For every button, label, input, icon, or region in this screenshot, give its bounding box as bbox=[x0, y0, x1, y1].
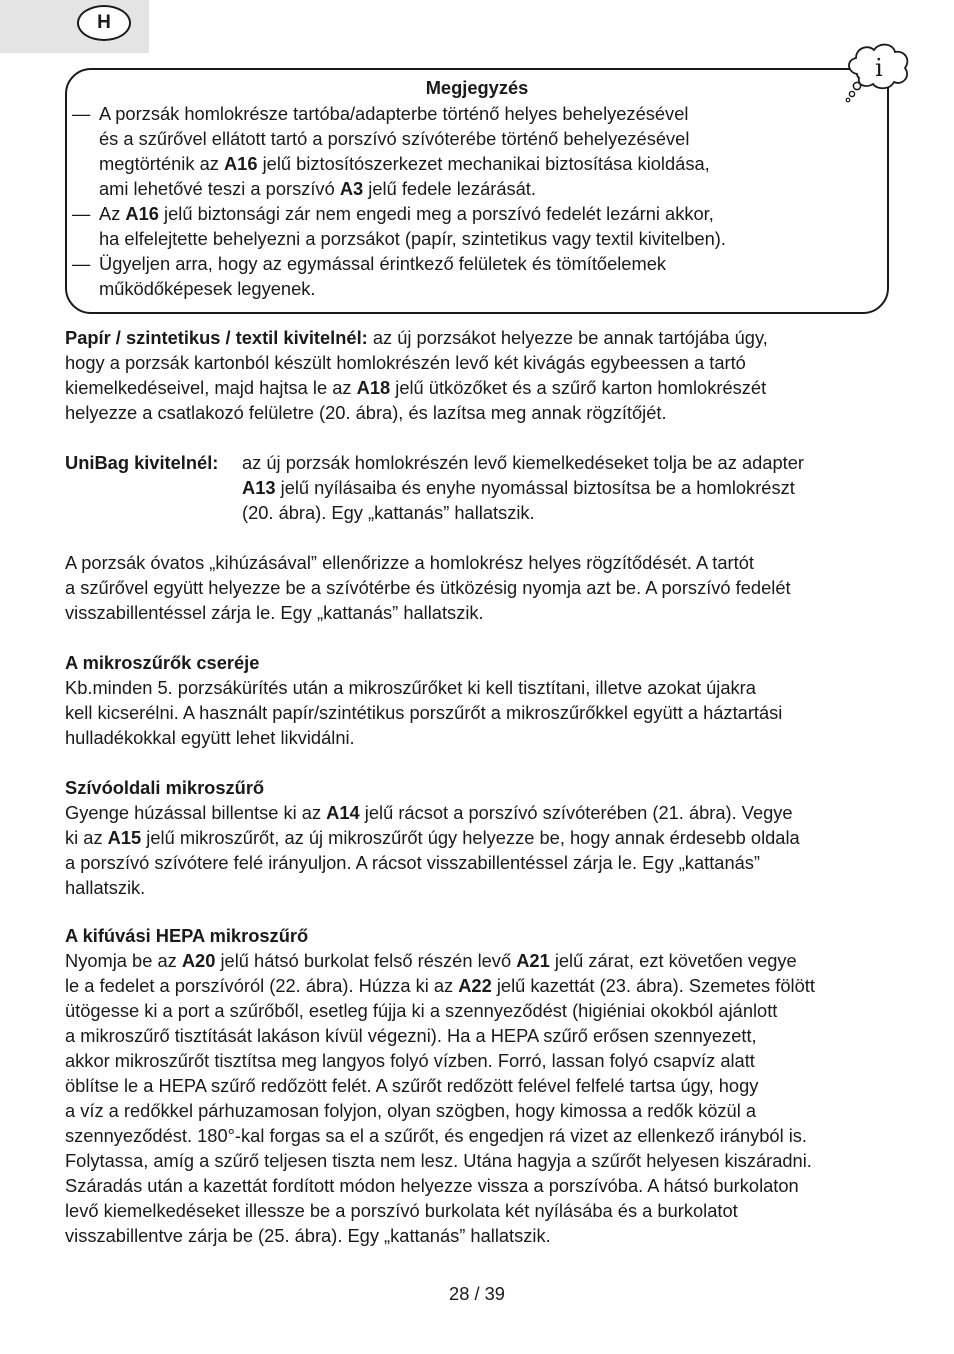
section-heading: Szívóoldali mikroszűrő bbox=[65, 777, 265, 798]
bold-reference: Papír / szintetikus / textil kivitelnél: bbox=[65, 327, 368, 348]
text-line: a szűrővel együtt helyezze be a szívótérbe és ütközésig nyomja azt be. A porszívó fedelét bbox=[65, 577, 791, 598]
text-line: hogy a porzsák kartonból készült homlokrészén levő két kivágás egybeessen a tartó bbox=[65, 352, 746, 373]
intake-filter-section bbox=[65, 775, 895, 900]
bold-reference: A13 bbox=[242, 477, 276, 498]
section-body bbox=[65, 675, 895, 750]
text-line: Gyenge húzással billentse ki az A14 jelű rácsot a porszívó szívóterében (21. ábra). Vegye bbox=[65, 802, 793, 823]
text-line: hulladékokkal együtt lehet likvidálni. bbox=[65, 727, 355, 748]
text-line: (20. ábra). Egy „kattanás” hallatszik. bbox=[242, 502, 535, 523]
text-line: a porszívó szívótere felé irányuljon. A rácsot visszabillentéssel zárja le. Egy „kattanás” bbox=[65, 852, 761, 873]
dash-bullet: — bbox=[72, 103, 91, 124]
note-list bbox=[72, 101, 872, 301]
text-line: visszabillentéssel zárja le. Egy „kattanás” hallatszik. bbox=[65, 602, 484, 623]
text-line: Papír / szintetikus / textil kivitelnél: az új porzsákot helyezze be annak tartójába úgy, bbox=[65, 327, 768, 348]
text-line: akkor mikroszűrőt tisztítsa meg langyos folyó vízben. Forró, lassan folyó csapvíz alatt bbox=[65, 1050, 755, 1071]
text-line: A porzsák óvatos „kihúzásával” ellenőrizze a homlokrész helyes rögzítődését. A tartót bbox=[65, 552, 754, 573]
text-line: A porzsák homlokrésze tartóba/adapterbe történő helyes behelyezésével bbox=[99, 103, 689, 124]
text-line: ha elfelejtette behelyezni a porzsákot (papír, szintetikus vagy textil kivitelben). bbox=[99, 228, 726, 249]
text-line: Kb.minden 5. porzsákürítés után a mikroszűrőket ki kell tisztítani, illetve azokat újakra bbox=[65, 677, 756, 698]
text-line: ütögesse ki a port a szűrőből, esetleg fújja ki a szennyeződést (higiéniai okokból ajánlott bbox=[65, 1000, 778, 1021]
unibag-instructions bbox=[65, 450, 895, 525]
bold-reference: A21 bbox=[516, 950, 550, 971]
text-line: a víz a redőkkel párhuzamosan folyjon, olyan szögben, hogy kimossa a redők közül a bbox=[65, 1100, 757, 1121]
text-line: helyezze a csatlakozó felületre (20. ábra), és lazítsa meg annak rögzítőjét. bbox=[65, 402, 667, 423]
microfilter-section bbox=[65, 650, 895, 750]
hepa-filter-section bbox=[65, 923, 895, 1248]
bold-reference: A16 bbox=[125, 203, 159, 224]
text-line: ki az A15 jelű mikroszűrőt, az új mikroszűrőt úgy helyezze be, hogy annak érdesebb oldala bbox=[65, 827, 800, 848]
bold-reference: A16 bbox=[223, 153, 258, 174]
text-line: megtörténik az A16 jelű biztosítószerkezet mechanikai biztosítása kioldása, bbox=[99, 153, 710, 174]
unibag-text bbox=[242, 450, 895, 525]
section-heading: A mikroszűrők cseréje bbox=[65, 652, 260, 673]
text-line: Nyomja be az A20 jelű hátsó burkolat felső részén levő A21 jelű zárat, ezt követően vegye bbox=[65, 950, 797, 971]
text-line: visszabillentve zárja be (25. ábra). Egy „kattanás” hallatszik. bbox=[65, 1225, 551, 1246]
text-line: Folytassa, amíg a szűrő teljesen tiszta nem lesz. Utána hagyja a szűrőt helyesen kiszáradni. bbox=[65, 1150, 812, 1171]
note-item bbox=[72, 251, 872, 301]
text-line: az új porzsák homlokrészén levő kiemelkedéseket tolja be az adapter bbox=[242, 452, 804, 473]
text-line: A13 jelű nyílásaiba és enyhe nyomással biztosítsa be a homlokrészt bbox=[242, 477, 795, 498]
bold-reference: A22 bbox=[458, 975, 492, 996]
text-line: ami lehetővé teszi a porszívó A3 jelű fedele lezárását. bbox=[99, 178, 536, 199]
bold-reference: A18 bbox=[356, 377, 391, 398]
text-line: Ügyeljen arra, hogy az egymással érintkező felületek és tömítőelemek bbox=[99, 253, 666, 274]
dash-bullet: — bbox=[72, 203, 91, 224]
note-item bbox=[72, 101, 872, 201]
paper-instructions bbox=[65, 325, 895, 425]
section-heading: A kifúvási HEPA mikroszűrő bbox=[65, 925, 309, 946]
text-line: Száradás után a kazettát fordított módon helyezze vissza a porszívóba. A hátsó burkolaton bbox=[65, 1175, 799, 1196]
bold-reference: A15 bbox=[107, 827, 142, 848]
text-line: öblítse le a HEPA szűrő redőzött felét. A szűrőt redőzött felével felfelé tartsa úgy, hogy bbox=[65, 1075, 759, 1096]
text-line: a mikroszűrő tisztítását lakáson kívül végezni). Ha a HEPA szűrő erősen szennyezett, bbox=[65, 1025, 757, 1046]
unibag-label: UniBag kivitelnél: bbox=[65, 452, 219, 473]
text-line: levő kiemelkedéseket illessze be a porszívó burkolata két nyílásába és a burkolatot bbox=[65, 1200, 738, 1221]
svg-text:i: i bbox=[875, 54, 883, 82]
page-number: 28 / 39 bbox=[449, 1283, 505, 1304]
dash-bullet: — bbox=[72, 253, 91, 274]
bold-reference: A3 bbox=[339, 178, 364, 199]
bold-reference: A20 bbox=[181, 950, 216, 971]
text-line: le a fedelet a porszívóról (22. ábra). Húzza ki az A22 jelű kazettát (23. ábra). Szemetes fölött bbox=[65, 975, 815, 996]
note-item bbox=[72, 201, 872, 251]
check-instructions bbox=[65, 550, 895, 625]
text-line: működőképesek legyenek. bbox=[99, 278, 316, 299]
language-badge: H bbox=[77, 5, 131, 41]
text-line: kiemelkedéseivel, majd hajtsa le az A18 jelű ütközőket és a szűrő karton homlokrészét bbox=[65, 377, 767, 398]
note-title: Megjegyzés bbox=[425, 77, 529, 98]
text-line: hallatszik. bbox=[65, 877, 146, 898]
bold-reference: A14 bbox=[326, 802, 360, 823]
section-body bbox=[65, 948, 895, 1248]
section-body bbox=[65, 800, 895, 900]
text-line: kell kicserélni. A használt papír/szintétikus porszűrőt a mikroszűrőkkel együtt a háztartási bbox=[65, 702, 783, 723]
text-line: szennyeződést. 180°-kal forgas sa el a szűrőt, és engedjen rá vizet az ellenkező irányból is. bbox=[65, 1125, 808, 1146]
text-line: Az A16 jelű biztonsági zár nem engedi meg a porszívó fedelét lezárni akkor, bbox=[99, 203, 714, 224]
text-line: és a szűrővel ellátott tartó a porszívó szívóterébe történő behelyezésével bbox=[99, 128, 690, 149]
